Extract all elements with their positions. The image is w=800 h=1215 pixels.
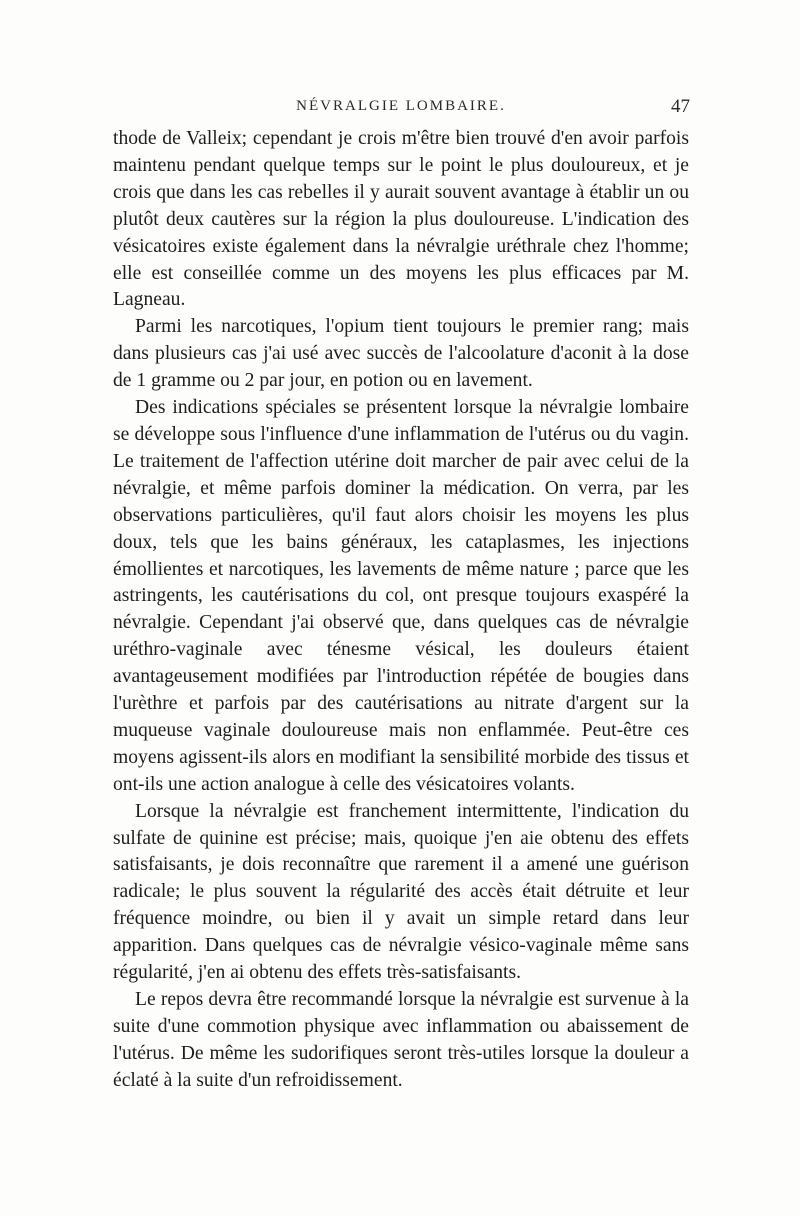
- page-header: [112, 96, 690, 126]
- paragraph-continuation: thode de Valleix; cependant je crois m'être bien trouvé d'en avoir parfois maintenu pendant quelque temps sur le point le plus douloureux, et je crois que dans les cas rebelles il y aurait souvent avantage à établir un ou plutôt deux cautères sur la région la plus douloureuse. L'indication des vésicatoires existe également dans la névralgie uréthrale chez l'homme; elle est conseillée comme un des moyens les plus efficaces par M. Lagneau.: [113, 128, 689, 311]
- paragraph-special-indications: Des indications spéciales se présentent lorsque la névralgie lombaire se développe sous l'influence d'une inflammation de l'utérus ou du vagin. Le traitement de l'affection utérine doit marcher de pair avec celui de la névralgie, et même parfois dominer la médication. On verra, par les observations particulières, qu'il faut alors choisir les moyens les plus doux, tels que les bains généraux, les cataplasmes, les injections émollientes et narcotiques, les lavements de même nature ; parce que les astringents, les cautérisations du col, ont presque toujours exaspéré la névralgie. Cependant j'ai observé que, dans quelques cas de névralgie uréthro-vaginale avec ténesme vésical, les douleurs étaient avantageusement modifiées par l'introduction répétée de bougies dans l'urèthre et parfois par des cautérisations au nitrate d'argent sur la muqueuse vaginale douloureuse mais non enflammée. Peut-être ces moyens agissent-ils alors en modifiant la sensibilité morbide des tissus et ont-ils une action analogue à celle des vésicatoires volants.: [113, 397, 689, 795]
- running-head: NÉVRALGIE LOMBAIRE.: [296, 98, 506, 114]
- paragraph-intermittent: Lorsque la névralgie est franchement intermittente, l'indication du sulfate de quinine est précise; mais, quoique j'en aie obtenu des effets satisfaisants, je dois reconnaître que rarement il a amené une guérison radicale; le plus souvent la régularité des accès était détruite et leur fréquence moindre, ou bien il y avait un simple retard dans leur apparition. Dans quelques cas de névralgie vésico-vaginale même sans régularité, j'en ai obtenu des effets très-satisfaisants.: [113, 800, 689, 984]
- page-number: 47: [671, 96, 690, 117]
- paragraph-rest: Le repos devra être recommandé lorsque la névralgie est survenue à la suite d'une commotion physique avec inflammation ou abaissement de l'utérus. De même les sudorifiques seront très-utiles lorsque la douleur a éclaté à la suite d'un refroidissement.: [113, 989, 689, 1091]
- body-text: [113, 126, 689, 1095]
- paragraph-narcotics: Parmi les narcotiques, l'opium tient toujours le premier rang; mais dans plusieurs cas j'ai usé avec succès de l'alcoolature d'aconit à la dose de 1 gramme ou 2 par jour, en potion ou en lavement.: [113, 316, 689, 392]
